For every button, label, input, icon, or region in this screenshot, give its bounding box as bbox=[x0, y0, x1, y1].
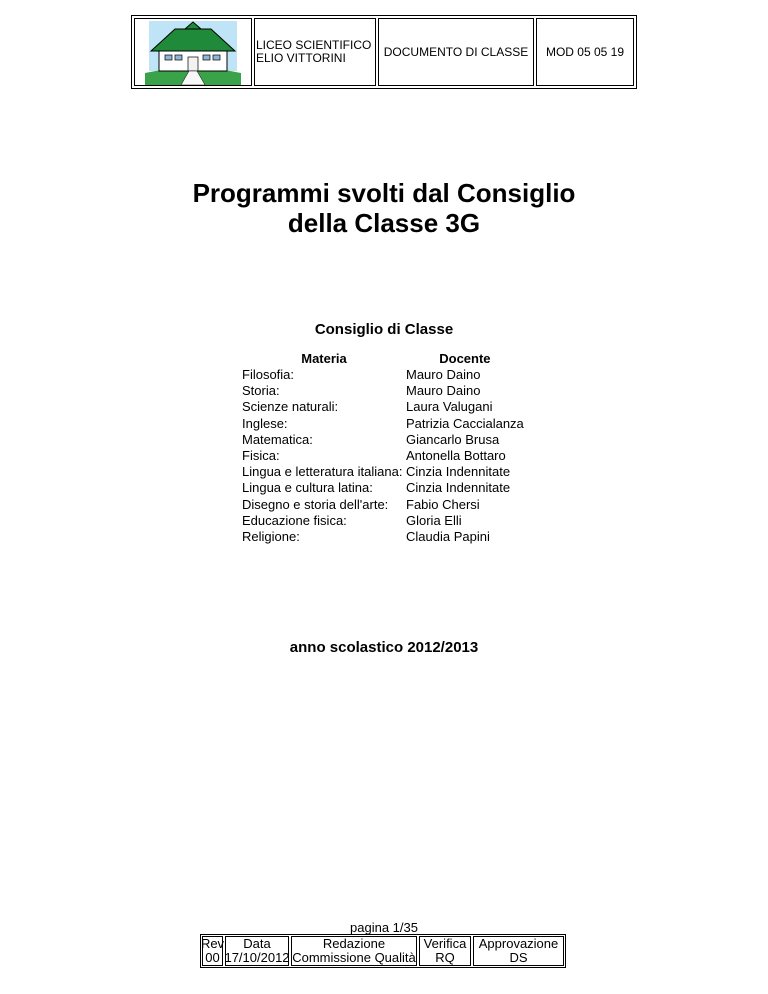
footer-verifica-cell bbox=[419, 936, 471, 966]
school-building-icon bbox=[145, 19, 241, 85]
document-header bbox=[131, 15, 637, 89]
school-name-line1: LICEO SCIENTIFICO bbox=[256, 38, 372, 52]
title-line1: Programmi svolti dal Consiglio bbox=[192, 178, 576, 208]
council-members-table bbox=[242, 351, 524, 545]
subject-cell: Scienze naturali: bbox=[242, 399, 339, 415]
table-row bbox=[242, 367, 524, 383]
table-row bbox=[242, 513, 524, 529]
school-year: anno scolastico 2012/2013 bbox=[289, 639, 479, 656]
table-row bbox=[242, 480, 524, 496]
footer-approvazione-cell bbox=[473, 936, 564, 966]
revision-footer-table bbox=[200, 934, 566, 968]
subject-cell: Matematica: bbox=[242, 431, 313, 447]
table-header-row bbox=[242, 351, 524, 367]
table-row bbox=[242, 399, 524, 415]
subject-cell: Educazione fisica: bbox=[242, 512, 347, 528]
teacher-cell: Claudia Papini bbox=[406, 529, 490, 545]
teacher-cell: Antonella Bottaro bbox=[406, 448, 506, 464]
footer-redazione-value: Commissione Qualità bbox=[292, 950, 416, 965]
subject-cell: Religione: bbox=[242, 529, 300, 545]
table-row bbox=[242, 448, 524, 464]
module-code: MOD 05 05 19 bbox=[545, 44, 625, 59]
council-heading: Consiglio di Classe bbox=[314, 321, 454, 338]
footer-redazione-cell bbox=[291, 936, 417, 966]
footer-date-value: 17/10/2012 bbox=[224, 950, 290, 965]
teacher-cell: Cinzia Indennitate bbox=[406, 464, 511, 480]
column-header-teacher: Docente bbox=[439, 351, 491, 366]
teacher-cell: Mauro Daino bbox=[406, 383, 481, 399]
school-name-cell bbox=[254, 18, 376, 86]
table-row bbox=[242, 416, 524, 432]
footer-date-label: Data bbox=[243, 936, 271, 951]
document-type-cell bbox=[378, 18, 534, 86]
teacher-cell: Laura Valugani bbox=[406, 399, 493, 415]
teacher-cell: Cinzia Indennitate bbox=[406, 480, 511, 496]
subject-cell: Inglese: bbox=[242, 415, 288, 431]
document-type: DOCUMENTO DI CLASSE bbox=[383, 44, 529, 59]
footer-approvazione-value: DS bbox=[509, 950, 528, 965]
footer-rev-cell bbox=[202, 936, 223, 966]
school-logo bbox=[134, 18, 252, 86]
table-row bbox=[242, 497, 524, 513]
page-number: pagina 1/35 bbox=[350, 920, 418, 935]
footer-verifica-value: RQ bbox=[435, 950, 455, 965]
subject-cell: Storia: bbox=[242, 383, 280, 399]
footer-verifica-label: Verifica bbox=[423, 936, 467, 951]
footer-date-cell bbox=[225, 936, 289, 966]
footer-redazione-label: Redazione bbox=[322, 936, 386, 951]
document-title bbox=[0, 178, 768, 238]
teacher-cell: Giancarlo Brusa bbox=[406, 431, 500, 447]
table-row bbox=[242, 432, 524, 448]
subject-cell: Fisica: bbox=[242, 448, 280, 464]
teacher-cell: Patrizia Caccialanza bbox=[406, 415, 524, 431]
module-code-cell bbox=[536, 18, 634, 86]
teacher-cell: Fabio Chersi bbox=[406, 496, 480, 512]
footer-rev-value: 00 bbox=[205, 950, 220, 965]
teacher-cell: Mauro Daino bbox=[406, 367, 481, 382]
subject-cell: Lingua e cultura latina: bbox=[242, 480, 373, 496]
column-header-subject: Materia bbox=[301, 351, 347, 366]
subject-cell: Filosofia: bbox=[242, 367, 295, 382]
table-row bbox=[242, 464, 524, 480]
title-line2: della Classe 3G bbox=[287, 208, 481, 238]
table-row bbox=[242, 529, 524, 545]
school-name-line2: ELIO VITTORINI bbox=[256, 51, 346, 65]
teacher-cell: Gloria Elli bbox=[406, 512, 462, 528]
subject-cell: Lingua e letteratura italiana: bbox=[242, 464, 403, 480]
footer-rev-label: Rev bbox=[200, 936, 225, 951]
subject-cell: Disegno e storia dell'arte: bbox=[242, 496, 389, 512]
footer-approvazione-label: Approvazione bbox=[478, 936, 559, 951]
table-row bbox=[242, 383, 524, 399]
